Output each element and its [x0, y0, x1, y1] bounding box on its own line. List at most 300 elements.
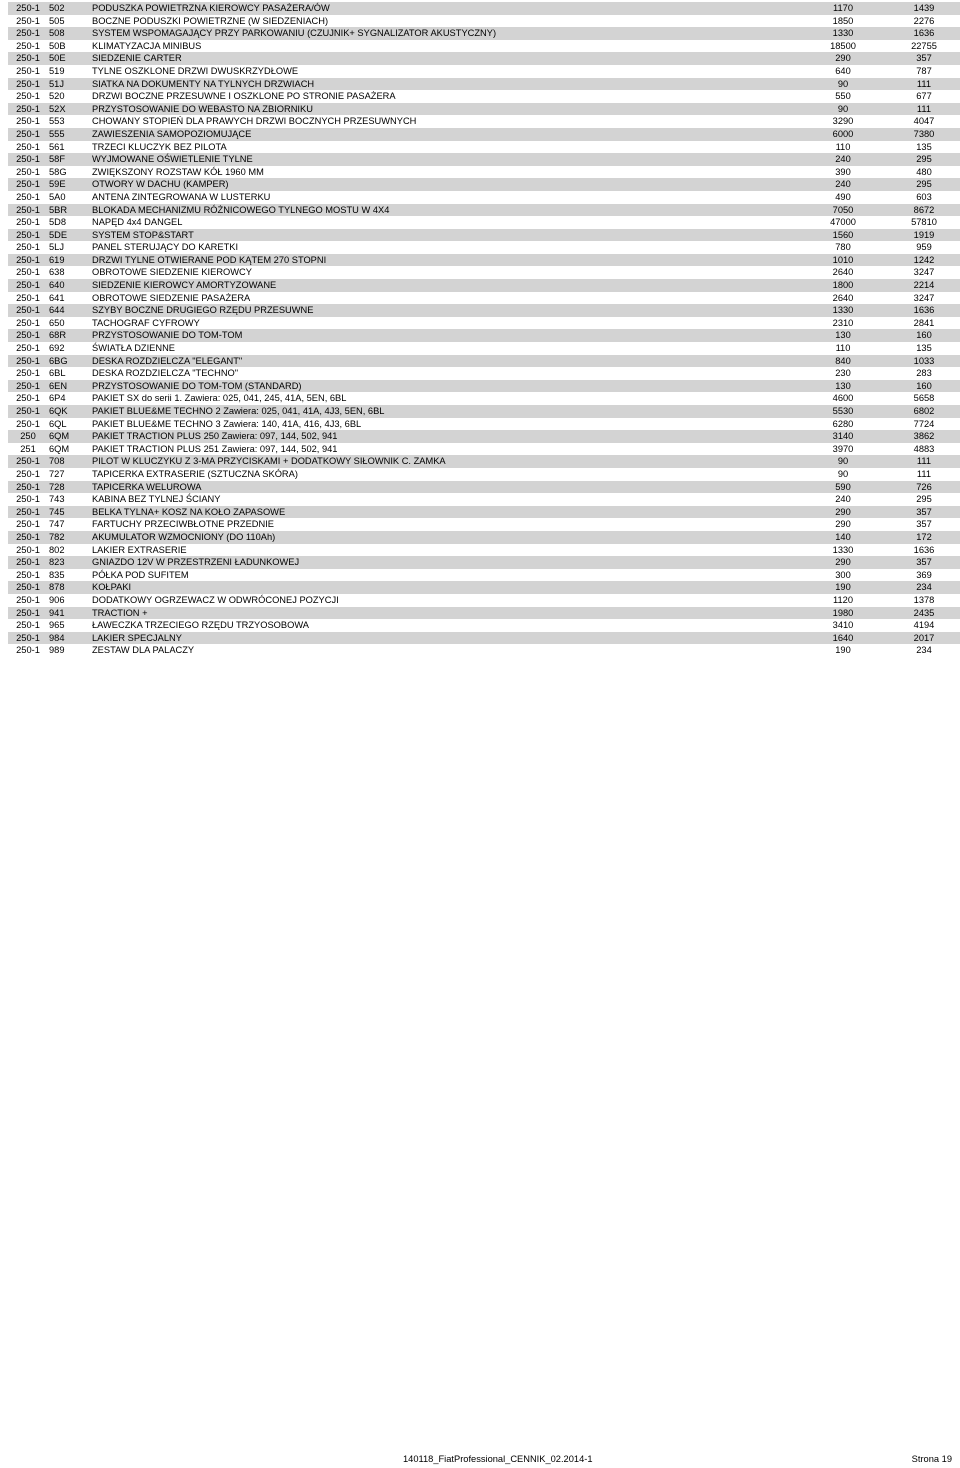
option-code-cell: 50E: [49, 53, 66, 64]
table-row: [8, 229, 960, 242]
model-cell: 250-1: [16, 217, 40, 228]
model-cell: 250-1: [16, 531, 40, 542]
gross-price-cell: 57810: [911, 217, 937, 228]
net-price-cell: 190: [835, 645, 851, 656]
gross-price-cell: 135: [916, 343, 932, 354]
description-cell: ZWIĘKSZONY ROZSTAW KÓŁ 1960 MM: [92, 166, 264, 177]
description-cell: WYJMOWANE OŚWIETLENIE TYLNE: [92, 154, 253, 165]
description-cell: ZAWIESZENIA SAMOPOZIOMUJĄCE: [92, 128, 252, 139]
model-cell: 250-1: [16, 179, 40, 190]
description-cell: SIEDZENIE KIEROWCY AMORTYZOWANE: [92, 280, 277, 291]
net-price-cell: 290: [835, 519, 851, 530]
option-code-cell: 878: [49, 582, 65, 593]
gross-price-cell: 111: [916, 103, 932, 114]
description-cell: KOŁPAKI: [92, 582, 132, 593]
net-price-cell: 290: [835, 53, 851, 64]
description-cell: TAPICERKA EXTRASERIE (SZTUCZNA SKÓRA): [92, 468, 298, 479]
description-cell: TAPICERKA WELUROWA: [92, 481, 202, 492]
document-name: 140118_FiatProfessional_CENNIK_02.2014-1: [403, 1454, 593, 1464]
net-price-cell: 300: [835, 569, 851, 580]
gross-price-cell: 4047: [913, 116, 935, 127]
gross-price-cell: 2276: [913, 15, 935, 26]
option-code-cell: 650: [49, 317, 65, 328]
gross-price-cell: 111: [916, 456, 932, 467]
table-row: [8, 292, 960, 305]
description-cell: OTWORY W DACHU (KAMPER): [92, 179, 229, 190]
table-row: [8, 141, 960, 154]
gross-price-cell: 283: [916, 368, 932, 379]
net-price-cell: 190: [835, 582, 851, 593]
option-code-cell: 6QL: [49, 418, 67, 429]
net-price-cell: 18500: [830, 40, 856, 51]
table-row: [8, 317, 960, 330]
net-price-cell: 1330: [832, 305, 854, 316]
model-cell: 250-1: [16, 166, 40, 177]
net-price-cell: 47000: [830, 217, 856, 228]
description-cell: TRACTION +: [92, 607, 148, 618]
option-code-cell: 5A0: [49, 191, 66, 202]
option-code-cell: 508: [49, 28, 65, 39]
net-price-cell: 5530: [832, 406, 854, 416]
option-code-cell: 5LJ: [49, 242, 64, 253]
gross-price-cell: 2017: [913, 632, 935, 643]
net-price-cell: 230: [835, 368, 851, 379]
model-cell: 250-1: [16, 330, 40, 341]
model-cell: 250-1: [16, 154, 40, 165]
model-cell: 250-1: [16, 456, 40, 467]
gross-price-cell: 959: [916, 242, 932, 253]
net-price-cell: 290: [835, 557, 851, 568]
net-price-cell: 1850: [832, 15, 854, 26]
option-code-cell: 692: [49, 343, 65, 354]
model-cell: 250-1: [16, 557, 40, 568]
gross-price-cell: 726: [916, 481, 932, 492]
price-list-table: [8, 2, 960, 657]
model-cell: 250-1: [16, 355, 40, 366]
net-price-cell: 1980: [832, 607, 854, 618]
model-cell: 250-1: [16, 481, 40, 492]
net-price-cell: 240: [835, 494, 851, 505]
net-price-cell: 130: [835, 330, 851, 341]
option-code-cell: 52X: [49, 103, 66, 114]
model-cell: 250-1: [16, 368, 40, 379]
option-code-cell: 520: [49, 91, 65, 102]
gross-price-cell: 295: [916, 494, 932, 505]
gross-price-cell: 1919: [913, 229, 935, 240]
description-cell: ŁAWECZKA TRZECIEGO RZĘDU TRZYOSOBOWA: [92, 620, 309, 631]
table-row: [8, 556, 960, 569]
description-cell: SIEDZENIE CARTER: [92, 53, 182, 64]
description-cell: DRZWI TYLNE OTWIERANE POD KĄTEM 270 STOPNI: [92, 254, 327, 265]
option-code-cell: 6BL: [49, 368, 66, 379]
gross-price-cell: 295: [916, 179, 932, 190]
gross-price-cell: 1242: [913, 254, 935, 265]
model-cell: 250-1: [16, 103, 40, 114]
description-cell: GNIAZDO 12V W PRZESTRZENI ŁADUNKOWEJ: [92, 557, 300, 568]
table-row: [8, 115, 960, 128]
description-cell: PRZYSTOSOWANIE DO TOM-TOM (STANDARD): [92, 380, 302, 391]
option-code-cell: 641: [49, 292, 65, 303]
model-cell: 250-1: [16, 254, 40, 265]
option-code-cell: 989: [49, 645, 65, 656]
description-cell: PRZYSTOSOWANIE DO WEBASTO NA ZBIORNIKU: [92, 103, 313, 114]
net-price-cell: 390: [835, 166, 851, 177]
model-cell: 250-1: [16, 128, 40, 139]
model-cell: 250-1: [16, 65, 40, 76]
table-row: [8, 15, 960, 28]
model-cell: 250-1: [16, 645, 40, 656]
model-cell: 250-1: [16, 607, 40, 618]
table-row: [8, 254, 960, 267]
description-cell: PAKIET BLUE&ME TECHNO 2 Zawiera: 025, 041, 41A, 4J3, 5EN, 6BL: [92, 406, 385, 416]
description-cell: DESKA ROZDZIELCZA "ELEGANT": [92, 355, 243, 366]
model-cell: 250-1: [16, 3, 40, 13]
description-cell: OBROTOWE SIEDZENIE PASAŻERA: [92, 292, 251, 303]
gross-price-cell: 7380: [913, 128, 935, 139]
net-price-cell: 240: [835, 154, 851, 165]
model-cell: 250-1: [16, 191, 40, 202]
net-price-cell: 1120: [833, 594, 853, 605]
model-cell: 250-1: [16, 53, 40, 64]
net-price-cell: 1330: [832, 544, 854, 555]
table-row: [8, 329, 960, 342]
description-cell: BOCZNE PODUSZKI POWIETRZNE (W SIEDZENIACH): [92, 15, 329, 26]
description-cell: SYSTEM STOP&START: [92, 229, 194, 240]
table-row: [8, 266, 960, 279]
description-cell: PILOT W KLUCZYKU Z 3-MA PRZYCISKAMI + DODATKOWY SIŁOWNIK C. ZAMKA: [92, 456, 446, 467]
model-cell: 250-1: [16, 494, 40, 505]
option-code-cell: 561: [49, 141, 65, 152]
model-cell: 250-1: [16, 204, 40, 215]
gross-price-cell: 2841: [913, 317, 935, 328]
net-price-cell: 1560: [832, 229, 854, 240]
table-row: [8, 367, 960, 380]
model-cell: 250-1: [16, 40, 40, 51]
net-price-cell: 2640: [832, 292, 854, 303]
model-cell: 250-1: [16, 519, 40, 530]
gross-price-cell: 135: [916, 141, 932, 152]
table-row: [8, 418, 960, 431]
table-row: [8, 392, 960, 405]
model-cell: 250-1: [16, 28, 40, 39]
table-row: [8, 78, 960, 91]
gross-price-cell: 2435: [913, 607, 935, 618]
net-price-cell: 240: [835, 179, 851, 190]
option-code-cell: 638: [49, 267, 65, 278]
model-cell: 250-1: [16, 141, 40, 152]
table-row: [8, 430, 960, 443]
net-price-cell: 140: [835, 531, 851, 542]
table-row: [8, 103, 960, 116]
net-price-cell: 840: [835, 355, 851, 366]
option-code-cell: 6QM: [49, 443, 70, 454]
model-cell: 250-1: [16, 506, 40, 517]
gross-price-cell: 111: [916, 78, 932, 89]
table-row: [8, 443, 960, 456]
table-row: [8, 405, 960, 418]
net-price-cell: 90: [837, 78, 849, 89]
table-row: [8, 607, 960, 620]
table-row: [8, 569, 960, 582]
gross-price-cell: 7724: [913, 418, 935, 429]
net-price-cell: 3140: [832, 431, 854, 442]
model-cell: 250-1: [16, 544, 40, 555]
gross-price-cell: 480: [916, 166, 932, 177]
option-code-cell: 745: [49, 506, 65, 517]
option-code-cell: 906: [49, 594, 65, 605]
option-code-cell: 644: [49, 305, 65, 316]
net-price-cell: 780: [835, 242, 851, 253]
gross-price-cell: 160: [916, 330, 932, 341]
model-cell: 250-1: [16, 632, 40, 643]
net-price-cell: 3410: [832, 620, 854, 631]
option-code-cell: 5DE: [49, 229, 68, 240]
model-cell: 250-1: [16, 594, 40, 605]
table-row: [8, 531, 960, 544]
net-price-cell: 1170: [833, 3, 853, 13]
description-cell: BLOKADA MECHANIZMU RÓŻNICOWEGO TYLNEGO MOSTU W 4X4: [92, 204, 390, 215]
model-cell: 250-1: [16, 418, 40, 429]
table-row: [8, 481, 960, 494]
description-cell: KLIMATYZACJA MINIBUS: [92, 40, 202, 51]
net-price-cell: 110: [835, 141, 851, 152]
description-cell: ZESTAW DLA PALACZY: [92, 645, 195, 656]
net-price-cell: 7050: [832, 204, 854, 215]
description-cell: PÓŁKA POD SUFITEM: [92, 569, 189, 580]
description-cell: AKUMULATOR WZMOCNIONY (DO 110Ah): [92, 531, 276, 542]
model-cell: 250-1: [16, 343, 40, 354]
gross-price-cell: 5658: [913, 393, 935, 404]
option-code-cell: 59E: [49, 179, 66, 190]
model-cell: 250-1: [16, 569, 40, 580]
option-code-cell: 835: [49, 569, 65, 580]
table-row: [8, 594, 960, 607]
gross-price-cell: 787: [916, 65, 932, 76]
net-price-cell: 110: [835, 343, 851, 354]
option-code-cell: 553: [49, 116, 65, 127]
page-number: Strona 19: [911, 1454, 952, 1464]
gross-price-cell: 357: [916, 519, 932, 530]
description-cell: LAKIER SPECJALNY: [92, 632, 182, 643]
table-row: [8, 632, 960, 645]
model-cell: 250-1: [16, 15, 40, 26]
net-price-cell: 130: [835, 380, 851, 391]
table-row: [8, 619, 960, 632]
table-row: [8, 153, 960, 166]
net-price-cell: 6000: [832, 128, 854, 139]
table-row: [8, 27, 960, 40]
table-row: [8, 380, 960, 393]
description-cell: CHOWANY STOPIEŃ DLA PRAWYCH DRZWI BOCZNYCH PRZESUWNYCH: [92, 116, 417, 127]
description-cell: ŚWIATŁA DZIENNE: [92, 343, 175, 354]
gross-price-cell: 3247: [913, 267, 935, 278]
option-code-cell: 965: [49, 620, 65, 631]
net-price-cell: 1800: [832, 280, 854, 291]
gross-price-cell: 3247: [913, 292, 935, 303]
net-price-cell: 90: [837, 103, 849, 114]
table-row: [8, 468, 960, 481]
model-cell: 250-1: [16, 620, 40, 631]
table-row: [8, 644, 960, 657]
gross-price-cell: 1439: [913, 3, 935, 13]
net-price-cell: 1010: [832, 254, 854, 265]
model-cell: 250-1: [16, 242, 40, 253]
table-row: [8, 52, 960, 65]
net-price-cell: 6280: [832, 418, 854, 429]
table-row: [8, 216, 960, 229]
description-cell: PAKIET TRACTION PLUS 251 Zawiera: 097, 144, 502, 941: [92, 443, 338, 454]
option-code-cell: 782: [49, 531, 65, 542]
option-code-cell: 727: [49, 468, 65, 479]
description-cell: PRZYSTOSOWANIE DO TOM-TOM: [92, 330, 243, 341]
model-cell: 251: [20, 443, 36, 454]
model-cell: 250-1: [16, 305, 40, 316]
gross-price-cell: 3862: [913, 431, 935, 442]
description-cell: NAPĘD 4x4 DANGEL: [92, 217, 183, 228]
net-price-cell: 3290: [832, 116, 854, 127]
model-cell: 250-1: [16, 292, 40, 303]
option-code-cell: 747: [49, 519, 65, 530]
net-price-cell: 640: [835, 65, 851, 76]
description-cell: BELKA TYLNA+ KOSZ NA KOŁO ZAPASOWE: [92, 506, 286, 517]
description-cell: SZYBY BOCZNE DRUGIEGO RZĘDU PRZESUWNE: [92, 305, 314, 316]
table-row: [8, 40, 960, 53]
option-code-cell: 6P4: [49, 393, 66, 404]
net-price-cell: 90: [837, 456, 849, 467]
gross-price-cell: 1636: [913, 305, 935, 316]
table-row: [8, 191, 960, 204]
model-cell: 250-1: [16, 280, 40, 291]
description-cell: DRZWI BOCZNE PRZESUWNE I OSZKLONE PO STRONIE PASAŻERA: [92, 91, 396, 102]
description-cell: SYSTEM WSPOMAGAJĄCY PRZY PARKOWANIU (CZUJNIK+ SYGNALIZATOR AKUSTYCZNY): [92, 28, 497, 39]
gross-price-cell: 111: [916, 468, 932, 479]
description-cell: OBROTOWE SIEDZENIE KIEROWCY: [92, 267, 252, 278]
gross-price-cell: 234: [916, 582, 932, 593]
option-code-cell: 519: [49, 65, 65, 76]
option-code-cell: 505: [49, 15, 65, 26]
net-price-cell: 290: [835, 506, 851, 517]
description-cell: TACHOGRAF CYFROWY: [92, 317, 200, 328]
net-price-cell: 590: [835, 481, 851, 492]
table-row: [8, 279, 960, 292]
option-code-cell: 5BR: [49, 204, 68, 215]
gross-price-cell: 677: [916, 91, 932, 102]
model-cell: 250-1: [16, 582, 40, 593]
table-row: [8, 241, 960, 254]
gross-price-cell: 1378: [913, 594, 935, 605]
description-cell: DODATKOWY OGRZEWACZ W ODWRÓCONEJ POZYCJI: [92, 594, 339, 605]
table-row: [8, 90, 960, 103]
option-code-cell: 6QK: [49, 406, 68, 416]
model-cell: 250-1: [16, 78, 40, 89]
model-cell: 250-1: [16, 468, 40, 479]
option-code-cell: 984: [49, 632, 65, 643]
description-cell: DESKA ROZDZIELCZA "TECHNO": [92, 368, 239, 379]
model-cell: 250-1: [16, 229, 40, 240]
gross-price-cell: 357: [916, 506, 932, 517]
model-cell: 250-1: [16, 317, 40, 328]
table-row: [8, 544, 960, 557]
option-code-cell: 941: [49, 607, 65, 618]
table-row: [8, 166, 960, 179]
table-row: [8, 455, 960, 468]
description-cell: FARTUCHY PRZECIWBŁOTNE PRZEDNIE: [92, 519, 275, 530]
net-price-cell: 3970: [832, 443, 854, 454]
gross-price-cell: 1033: [913, 355, 935, 366]
table-row: [8, 493, 960, 506]
description-cell: SIATKA NA DOKUMENTY NA TYLNYCH DRZWIACH: [92, 78, 315, 89]
gross-price-cell: 603: [916, 191, 932, 202]
option-code-cell: 50B: [49, 40, 66, 51]
table-row: [8, 304, 960, 317]
table-row: [8, 2, 960, 15]
option-code-cell: 708: [49, 456, 65, 467]
model-cell: 250-1: [16, 380, 40, 391]
net-price-cell: 490: [835, 191, 851, 202]
table-row: [8, 178, 960, 191]
model-cell: 250-1: [16, 406, 40, 416]
option-code-cell: 68R: [49, 330, 67, 341]
option-code-cell: 5D8: [49, 217, 67, 228]
gross-price-cell: 4194: [913, 620, 935, 631]
model-cell: 250-1: [16, 116, 40, 127]
table-row: [8, 342, 960, 355]
option-code-cell: 728: [49, 481, 65, 492]
option-code-cell: 51J: [49, 78, 64, 89]
gross-price-cell: 6802: [913, 406, 935, 416]
net-price-cell: 2640: [832, 267, 854, 278]
net-price-cell: 550: [835, 91, 851, 102]
model-cell: 250-1: [16, 91, 40, 102]
description-cell: PAKIET BLUE&ME TECHNO 3 Zawiera: 140, 41A, 416, 4J3, 6BL: [92, 418, 362, 429]
gross-price-cell: 369: [916, 569, 932, 580]
gross-price-cell: 22755: [911, 40, 937, 51]
model-cell: 250-1: [16, 393, 40, 404]
option-code-cell: 6EN: [49, 380, 68, 391]
table-row: [8, 518, 960, 531]
description-cell: TYLNE OSZKLONE DRZWI DWUSKRZYDŁOWE: [92, 65, 299, 76]
gross-price-cell: 4883: [913, 443, 935, 454]
option-code-cell: 640: [49, 280, 65, 291]
model-cell: 250-1: [16, 267, 40, 278]
gross-price-cell: 8672: [913, 204, 935, 215]
gross-price-cell: 357: [916, 53, 932, 64]
description-cell: TRZECI KLUCZYK BEZ PILOTA: [92, 141, 227, 152]
page-footer: [0, 1454, 960, 1468]
option-code-cell: 502: [49, 3, 65, 13]
gross-price-cell: 172: [916, 531, 932, 542]
gross-price-cell: 295: [916, 154, 932, 165]
description-cell: KABINA BEZ TYLNEJ ŚCIANY: [92, 494, 221, 505]
option-code-cell: 6BG: [49, 355, 68, 366]
net-price-cell: 1640: [832, 632, 854, 643]
table-row: [8, 355, 960, 368]
description-cell: PANEL STERUJĄCY DO KARETKI: [92, 242, 239, 253]
description-cell: PAKIET SX do serii 1. Zawiera: 025, 041, 245, 41A, 5EN, 6BL: [92, 393, 347, 404]
table-row: [8, 128, 960, 141]
gross-price-cell: 1636: [913, 544, 935, 555]
option-code-cell: 619: [49, 254, 65, 265]
description-cell: ANTENA ZINTEGROWANA W LUSTERKU: [92, 191, 271, 202]
gross-price-cell: 234: [916, 645, 932, 656]
model-cell: 250: [20, 431, 36, 442]
net-price-cell: 2310: [832, 317, 854, 328]
gross-price-cell: 1636: [913, 28, 935, 39]
table-row: [8, 581, 960, 594]
table-row: [8, 204, 960, 217]
option-code-cell: 58G: [49, 166, 67, 177]
gross-price-cell: 357: [916, 557, 932, 568]
